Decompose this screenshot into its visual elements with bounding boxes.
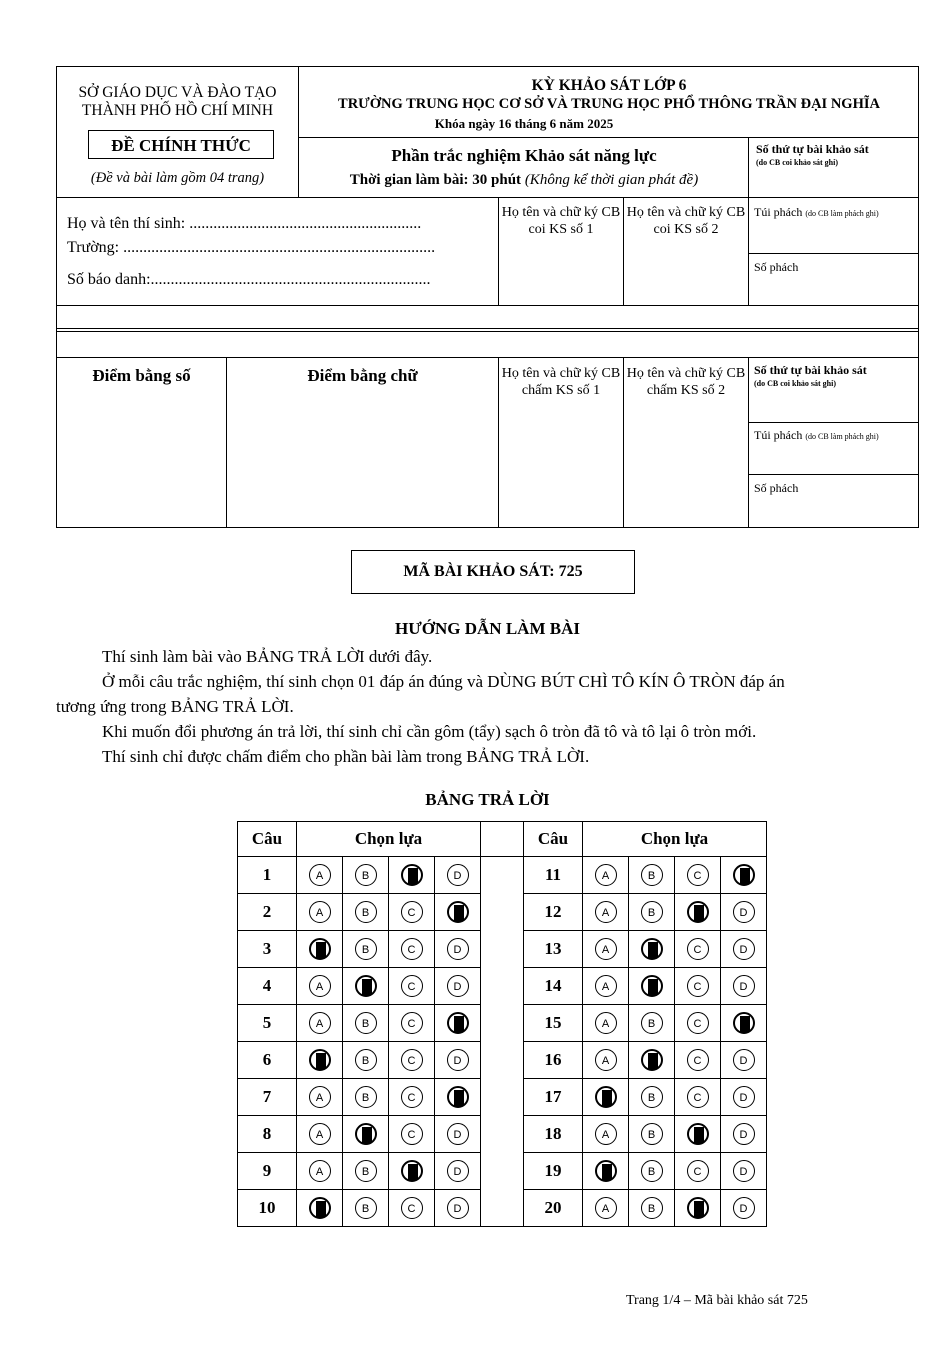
- bubble-option-c[interactable]: C: [687, 1086, 709, 1108]
- choice-cell: [583, 968, 629, 1005]
- bubble-option-c[interactable]: C: [401, 938, 423, 960]
- bubble-option-d[interactable]: D: [733, 1049, 755, 1071]
- bubble-option-b[interactable]: B: [641, 1086, 663, 1108]
- instruction-3: Khi muốn đổi phương án trả lời, thí sinh chỉ cần gôm (tẩy) sạch ô tròn đã tô và tô lại ô tròn mới.: [102, 722, 757, 741]
- table-gap: [481, 1190, 524, 1227]
- choice-cell: [721, 1042, 767, 1079]
- bubble-option-c[interactable]: C: [687, 1049, 709, 1071]
- bubble-filled[interactable]: [733, 864, 755, 886]
- choice-cell: [389, 931, 435, 968]
- candidate-sbd-field[interactable]: Số báo danh:......................................................................: [67, 271, 431, 288]
- bubble-filled[interactable]: [641, 1049, 663, 1071]
- choice-cell: [583, 1153, 629, 1190]
- choice-cell: [435, 1042, 481, 1079]
- question-number: 5: [238, 1005, 297, 1042]
- bubble-filled[interactable]: [687, 1197, 709, 1219]
- proctor-2-signature: Họ tên và chữ ký CB coi KS số 2: [626, 205, 746, 237]
- candidate-name-field[interactable]: Họ và tên thí sinh: ..........................................................: [67, 215, 422, 232]
- bubble-option-d[interactable]: D: [447, 1049, 469, 1071]
- question-number: 12: [524, 894, 583, 931]
- bubble-option-a[interactable]: A: [595, 975, 617, 997]
- bubble-option-d[interactable]: D: [733, 901, 755, 923]
- choice-cell: [389, 1042, 435, 1079]
- question-number: 6: [238, 1042, 297, 1079]
- choice-cell: [675, 1079, 721, 1116]
- choice-cell: [435, 1079, 481, 1116]
- bubble-option-c[interactable]: C: [401, 975, 423, 997]
- bubble-option-b[interactable]: B: [641, 1197, 663, 1219]
- bubble-option-c[interactable]: C: [401, 1123, 423, 1145]
- exam-code: MÃ BÀI KHẢO SÁT: 725: [351, 550, 635, 594]
- answer-row: [238, 968, 767, 1005]
- choice-cell: [583, 1190, 629, 1227]
- bubble-option-a[interactable]: A: [309, 1160, 331, 1182]
- instructions-title: HƯỚNG DẪN LÀM BÀI: [395, 619, 580, 638]
- choice-cell: [343, 857, 389, 894]
- official-badge: ĐỀ CHÍNH THỨC: [88, 130, 274, 159]
- choice-cell: [629, 894, 675, 931]
- choice-cell: [435, 857, 481, 894]
- choice-cell: [343, 1116, 389, 1153]
- choice-cell: [435, 1190, 481, 1227]
- bubble-option-b[interactable]: B: [355, 1197, 377, 1219]
- bubble-filled[interactable]: [447, 901, 469, 923]
- bubble-filled[interactable]: [401, 864, 423, 886]
- choice-cell: [297, 1153, 343, 1190]
- choice-cell: [629, 968, 675, 1005]
- instruction-4: Thí sinh chỉ được chấm điểm cho phần bài làm trong BẢNG TRẢ LỜI.: [102, 747, 590, 766]
- choice-cell: [721, 968, 767, 1005]
- choice-cell: [389, 1116, 435, 1153]
- bubble-option-a[interactable]: A: [595, 1012, 617, 1034]
- choice-cell: [297, 1079, 343, 1116]
- choice-cell: [629, 1190, 675, 1227]
- time-note: (Không kể thời gian phát đề): [524, 172, 699, 188]
- choice-cell: [629, 1005, 675, 1042]
- tui-phach-note-2: (do CB làm phách ghi): [805, 432, 879, 441]
- bubble-option-c[interactable]: C: [687, 1160, 709, 1182]
- bubble-option-a[interactable]: A: [595, 864, 617, 886]
- question-number: 19: [524, 1153, 583, 1190]
- dept-line-2: THÀNH PHỐ HỒ CHÍ MINH: [81, 102, 274, 119]
- bubble-option-b[interactable]: B: [355, 1049, 377, 1071]
- choice-cell: [389, 968, 435, 1005]
- exam-date: Khóa ngày 16 tháng 6 năm 2025: [434, 116, 614, 131]
- time-bold: Thời gian làm bài: 30 phút: [349, 172, 522, 188]
- bubble-option-c[interactable]: C: [687, 938, 709, 960]
- instruction-2b: tương ứng trong BẢNG TRẢ LỜI.: [56, 697, 294, 716]
- choice-cell: [297, 931, 343, 968]
- bubble-option-a[interactable]: A: [309, 864, 331, 886]
- choice-cell: [583, 894, 629, 931]
- answer-row: [238, 1042, 767, 1079]
- bubble-option-b[interactable]: B: [355, 938, 377, 960]
- answer-row: [238, 1116, 767, 1153]
- choice-cell: [343, 1190, 389, 1227]
- stt-label: Số thứ tự bài khảo sát: [756, 142, 869, 156]
- bubble-filled[interactable]: [595, 1160, 617, 1182]
- dept-line-1: SỞ GIÁO DỤC VÀ ĐÀO TẠO: [78, 84, 277, 101]
- bubble-option-b[interactable]: B: [355, 1160, 377, 1182]
- table-gap: [481, 1153, 524, 1190]
- bubble-filled[interactable]: [309, 938, 331, 960]
- bubble-option-d[interactable]: D: [447, 864, 469, 886]
- choice-cell: [297, 1190, 343, 1227]
- question-number: 2: [238, 894, 297, 931]
- answer-table-header: [238, 822, 767, 857]
- bubble-option-b[interactable]: B: [355, 864, 377, 886]
- bubble-option-d[interactable]: D: [733, 1197, 755, 1219]
- stt-note: (do CB coi khảo sát ghi): [756, 158, 839, 167]
- bubble-option-b[interactable]: B: [355, 901, 377, 923]
- answer-row: [238, 894, 767, 931]
- bubble-option-d[interactable]: D: [733, 1160, 755, 1182]
- choice-cell: [389, 1005, 435, 1042]
- bubble-option-b[interactable]: B: [641, 901, 663, 923]
- bubble-filled[interactable]: [401, 1160, 423, 1182]
- bubble-option-d[interactable]: D: [447, 938, 469, 960]
- bubble-option-a[interactable]: A: [309, 901, 331, 923]
- table-gap: [481, 1079, 524, 1116]
- answer-row: [238, 857, 767, 894]
- bubble-option-d[interactable]: D: [447, 1197, 469, 1219]
- choice-cell: [583, 857, 629, 894]
- question-number: 10: [238, 1190, 297, 1227]
- choice-cell: [435, 894, 481, 931]
- grading-stt-box: [754, 364, 914, 390]
- choice-cell: [675, 931, 721, 968]
- choice-cell: [435, 1153, 481, 1190]
- col-question-left: Câu: [238, 822, 297, 857]
- choice-cell: [343, 1005, 389, 1042]
- bubble-filled[interactable]: [641, 938, 663, 960]
- bubble-filled[interactable]: [595, 1086, 617, 1108]
- bubble-filled[interactable]: [309, 1197, 331, 1219]
- choice-cell: [297, 894, 343, 931]
- tui-phach-label: Túi phách: [754, 205, 803, 219]
- grader-2-signature: Họ tên và chữ ký CB chấm KS số 2: [626, 366, 746, 398]
- table-gap: [481, 1042, 524, 1079]
- choice-cell: [297, 968, 343, 1005]
- bubble-option-c[interactable]: C: [401, 1086, 423, 1108]
- choice-cell: [389, 1190, 435, 1227]
- table-gap: [481, 857, 524, 894]
- pages-note: (Đề và bài làm gồm 04 trang): [90, 170, 265, 186]
- choice-cell: [343, 894, 389, 931]
- table-gap: [481, 1005, 524, 1042]
- bubble-option-b[interactable]: B: [641, 1160, 663, 1182]
- bubble-option-c[interactable]: C: [401, 1012, 423, 1034]
- choice-cell: [721, 857, 767, 894]
- bubble-option-d[interactable]: D: [733, 1123, 755, 1145]
- bubble-filled[interactable]: [687, 901, 709, 923]
- choice-cell: [583, 931, 629, 968]
- choice-cell: [343, 1079, 389, 1116]
- question-number: 11: [524, 857, 583, 894]
- question-number: 15: [524, 1005, 583, 1042]
- grading-stt-label: Số thứ tự bài khảo sát: [754, 363, 867, 377]
- bubble-option-a[interactable]: A: [595, 901, 617, 923]
- page-footer: Trang 1/4 – Mã bài khảo sát 725: [626, 1293, 808, 1308]
- choice-cell: [721, 1079, 767, 1116]
- bubble-filled[interactable]: [355, 1123, 377, 1145]
- choice-cell: [343, 931, 389, 968]
- choice-cell: [629, 931, 675, 968]
- choice-cell: [435, 968, 481, 1005]
- question-number: 7: [238, 1079, 297, 1116]
- choice-cell: [721, 894, 767, 931]
- bubble-option-d[interactable]: D: [733, 975, 755, 997]
- choice-cell: [675, 968, 721, 1005]
- choice-cell: [297, 1116, 343, 1153]
- bubble-option-a[interactable]: A: [309, 1012, 331, 1034]
- choice-cell: [629, 1116, 675, 1153]
- instructions-body: [56, 644, 919, 769]
- so-phach-bottom: Số phách: [754, 481, 799, 495]
- question-number: 8: [238, 1116, 297, 1153]
- bubble-option-d[interactable]: D: [447, 1123, 469, 1145]
- bubble-filled[interactable]: [687, 1123, 709, 1145]
- choice-cell: [343, 1153, 389, 1190]
- bubble-option-d[interactable]: D: [733, 938, 755, 960]
- choice-cell: [721, 1190, 767, 1227]
- candidate-info: [67, 214, 435, 290]
- bubble-option-c[interactable]: C: [687, 864, 709, 886]
- so-phach-top: Số phách: [754, 260, 799, 274]
- answer-row: [238, 1079, 767, 1116]
- choice-cell: [297, 1005, 343, 1042]
- bubble-filled[interactable]: [641, 975, 663, 997]
- time-limit: [299, 172, 749, 189]
- answer-sheet-title: BẢNG TRẢ LỜI: [425, 790, 550, 809]
- choice-cell: [629, 857, 675, 894]
- stt-box: [756, 143, 916, 169]
- exam-title: KỲ KHẢO SÁT LỚP 6: [531, 77, 687, 94]
- question-number: 20: [524, 1190, 583, 1227]
- bubble-option-a[interactable]: A: [595, 1049, 617, 1071]
- choice-cell: [675, 1042, 721, 1079]
- table-gap: [481, 1116, 524, 1153]
- answer-row: [238, 931, 767, 968]
- candidate-school-field[interactable]: Trường: ..............................................................................: [67, 239, 436, 256]
- answer-row: [238, 1190, 767, 1227]
- bubble-option-a[interactable]: A: [309, 975, 331, 997]
- bubble-option-c[interactable]: C: [687, 1012, 709, 1034]
- choice-cell: [629, 1153, 675, 1190]
- choice-cell: [389, 857, 435, 894]
- bubble-option-a[interactable]: A: [309, 1123, 331, 1145]
- choice-cell: [721, 931, 767, 968]
- bubble-filled[interactable]: [447, 1086, 469, 1108]
- bubble-option-d[interactable]: D: [733, 1086, 755, 1108]
- col-choices-left: Chọn lựa: [297, 822, 481, 857]
- choice-cell: [583, 1042, 629, 1079]
- bubble-option-b[interactable]: B: [355, 1012, 377, 1034]
- choice-cell: [583, 1079, 629, 1116]
- choice-cell: [389, 1153, 435, 1190]
- bubble-option-c[interactable]: C: [401, 901, 423, 923]
- choice-cell: [675, 1153, 721, 1190]
- tui-phach-bottom: [754, 428, 879, 443]
- bubble-option-a[interactable]: A: [595, 938, 617, 960]
- col-question-right: Câu: [524, 822, 583, 857]
- bubble-option-b[interactable]: B: [355, 1086, 377, 1108]
- choice-cell: [583, 1005, 629, 1042]
- choice-cell: [721, 1005, 767, 1042]
- choice-cell: [721, 1153, 767, 1190]
- question-number: 9: [238, 1153, 297, 1190]
- table-gap: [481, 822, 524, 857]
- choice-cell: [343, 1042, 389, 1079]
- bubble-option-c[interactable]: C: [401, 1197, 423, 1219]
- question-number: 14: [524, 968, 583, 1005]
- bubble-option-a[interactable]: A: [595, 1197, 617, 1219]
- choice-cell: [583, 1116, 629, 1153]
- question-number: 4: [238, 968, 297, 1005]
- choice-cell: [435, 1116, 481, 1153]
- answer-table: [237, 821, 767, 1227]
- choice-cell: [675, 857, 721, 894]
- question-number: 17: [524, 1079, 583, 1116]
- table-gap: [481, 931, 524, 968]
- bubble-option-d[interactable]: D: [447, 975, 469, 997]
- instruction-1: Thí sinh làm bài vào BẢNG TRẢ LỜI dưới đây.: [102, 647, 433, 666]
- choice-cell: [629, 1079, 675, 1116]
- choice-cell: [389, 894, 435, 931]
- bubble-option-b[interactable]: B: [641, 1123, 663, 1145]
- tui-phach-top: [754, 205, 879, 220]
- choice-cell: [675, 894, 721, 931]
- bubble-option-c[interactable]: C: [687, 975, 709, 997]
- bubble-option-a[interactable]: A: [309, 1086, 331, 1108]
- answer-row: [238, 1153, 767, 1190]
- col-choices-right: Chọn lựa: [583, 822, 767, 857]
- bubble-filled[interactable]: [355, 975, 377, 997]
- grader-1-signature: Họ tên và chữ ký CB chấm KS số 1: [501, 366, 621, 398]
- tui-phach-note: (do CB làm phách ghi): [805, 209, 879, 218]
- grading-stt-note: (do CB coi khảo sát ghi): [754, 379, 837, 388]
- table-gap: [481, 894, 524, 931]
- choice-cell: [629, 1042, 675, 1079]
- table-gap: [481, 968, 524, 1005]
- choice-cell: [675, 1190, 721, 1227]
- choice-cell: [435, 931, 481, 968]
- bubble-filled[interactable]: [309, 1049, 331, 1071]
- choice-cell: [297, 1042, 343, 1079]
- proctor-1-signature: Họ tên và chữ ký CB coi KS số 1: [501, 205, 621, 237]
- bubble-option-b[interactable]: B: [641, 864, 663, 886]
- answer-row: [238, 1005, 767, 1042]
- department-name: [57, 84, 298, 120]
- bubble-filled[interactable]: [447, 1012, 469, 1034]
- question-number: 3: [238, 931, 297, 968]
- bubble-option-a[interactable]: A: [595, 1123, 617, 1145]
- question-number: 18: [524, 1116, 583, 1153]
- question-number: 1: [238, 857, 297, 894]
- choice-cell: [297, 857, 343, 894]
- instruction-2a: Ở mỗi câu trắc nghiệm, thí sinh chọn 01 đáp án đúng và DÙNG BÚT CHÌ TÔ KÍN Ô TRÒN đáp án: [102, 672, 785, 691]
- bubble-filled[interactable]: [733, 1012, 755, 1034]
- score-words-label: Điểm bằng chữ: [307, 366, 418, 385]
- choice-cell: [389, 1079, 435, 1116]
- bubble-option-b[interactable]: B: [641, 1012, 663, 1034]
- choice-cell: [721, 1116, 767, 1153]
- bubble-option-c[interactable]: C: [401, 1049, 423, 1071]
- choice-cell: [675, 1116, 721, 1153]
- choice-cell: [675, 1005, 721, 1042]
- tui-phach-label-2: Túi phách: [754, 428, 803, 442]
- choice-cell: [435, 1005, 481, 1042]
- question-number: 13: [524, 931, 583, 968]
- bubble-option-d[interactable]: D: [447, 1160, 469, 1182]
- choice-cell: [343, 968, 389, 1005]
- school-name: TRƯỜNG TRUNG HỌC CƠ SỞ VÀ TRUNG HỌC PHỔ THÔNG TRẦN ĐẠI NGHĨA: [338, 96, 880, 112]
- score-number-label: Điểm bằng số: [92, 366, 191, 385]
- answer-table-body: [238, 857, 767, 1227]
- question-number: 16: [524, 1042, 583, 1079]
- section-title: Phần trắc nghiệm Khảo sát năng lực: [391, 146, 657, 165]
